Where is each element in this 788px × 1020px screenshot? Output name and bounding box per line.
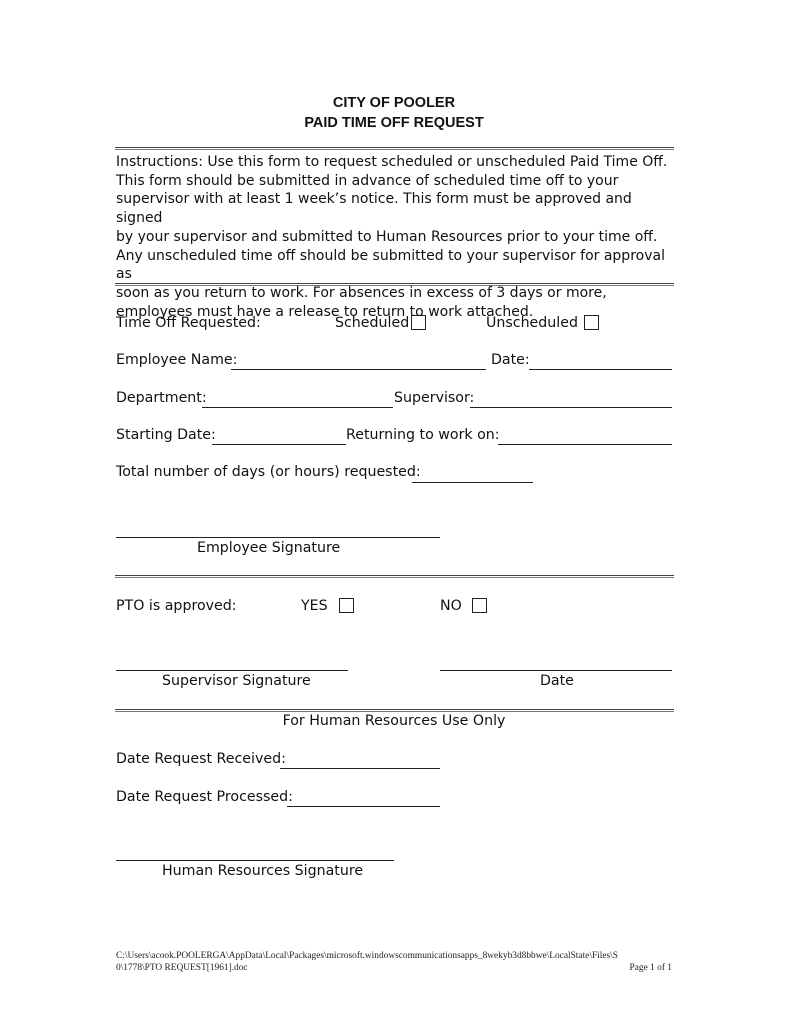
starting-date-label: Starting Date: (116, 427, 216, 443)
instructions-block (116, 153, 676, 321)
returning-field[interactable] (498, 443, 672, 445)
supervisor-signature-label: Supervisor Signature (162, 673, 311, 689)
instructions-line: by your supervisor and submitted to Human Resources prior to your time off. (116, 228, 658, 245)
footer-path-line1: C:\Users\acook.POOLERGA\AppData\Local\Packages\microsoft.windowscommunicationsapps_8wekyb3d8bbwe\LocalState\Files\S (116, 951, 618, 961)
unscheduled-label: Unscheduled (486, 315, 578, 331)
pto-approved-label: PTO is approved: (116, 598, 237, 614)
divider-top (115, 147, 674, 150)
unscheduled-checkbox[interactable] (584, 315, 599, 330)
divider-instructions (115, 283, 674, 286)
returning-label: Returning to work on: (346, 427, 500, 443)
hr-heading: For Human Resources Use Only (282, 713, 506, 729)
employee-name-label: Employee Name: (116, 352, 238, 368)
divider-approval (115, 709, 674, 712)
starting-date-field[interactable] (212, 443, 346, 445)
scheduled-label: Scheduled (335, 315, 410, 331)
date-processed-label: Date Request Processed: (116, 789, 293, 805)
scheduled-checkbox[interactable] (411, 315, 426, 330)
date-received-field[interactable] (280, 767, 440, 769)
supervisor-signature-field[interactable] (116, 669, 348, 671)
form-title: PAID TIME OFF REQUEST (304, 115, 484, 131)
instructions-line: supervisor with at least 1 week’s notice. This form must be approved and signed (116, 191, 632, 227)
total-days-field[interactable] (412, 481, 533, 483)
footer-page-number: Page 1 of 1 (629, 963, 672, 973)
date-field[interactable] (529, 368, 672, 370)
instructions-line: Instructions: Use this form to request scheduled or unscheduled Paid Time Off. (116, 154, 668, 170)
divider-employee (115, 575, 674, 578)
instructions-line: soon as you return to work. For absences in excess of 3 days or more, (116, 284, 607, 301)
employee-name-field[interactable] (231, 368, 486, 370)
instructions-line: employees must have a release to return to work attached. (116, 303, 534, 320)
supervisor-field[interactable] (470, 406, 672, 408)
employee-signature-label: Employee Signature (197, 540, 341, 556)
approval-date-field[interactable] (440, 669, 672, 671)
date-label: Date: (491, 352, 530, 368)
approval-date-label: Date (540, 673, 574, 689)
employee-signature-field[interactable] (116, 536, 440, 538)
instructions-line: Any unscheduled time off should be submitted to your supervisor for approval as (116, 247, 665, 283)
org-title: CITY OF POOLER (332, 95, 456, 111)
supervisor-label: Supervisor: (394, 390, 475, 406)
department-field[interactable] (202, 406, 393, 408)
hr-signature-field[interactable] (116, 859, 394, 861)
total-days-label: Total number of days (or hours) requested: (116, 464, 421, 480)
hr-signature-label: Human Resources Signature (162, 863, 364, 879)
date-processed-field[interactable] (287, 805, 440, 807)
time-off-label: Time Off Requested: (116, 315, 261, 331)
yes-label: YES (301, 598, 328, 614)
no-label: NO (440, 598, 462, 614)
instructions-line: This form should be submitted in advance of scheduled time off to your (116, 172, 619, 189)
department-label: Department: (116, 390, 207, 406)
date-received-label: Date Request Received: (116, 751, 286, 767)
yes-checkbox[interactable] (339, 598, 354, 613)
footer-path-line2: 0\1778\PTO REQUEST[1961].doc (116, 963, 248, 973)
no-checkbox[interactable] (472, 598, 487, 613)
